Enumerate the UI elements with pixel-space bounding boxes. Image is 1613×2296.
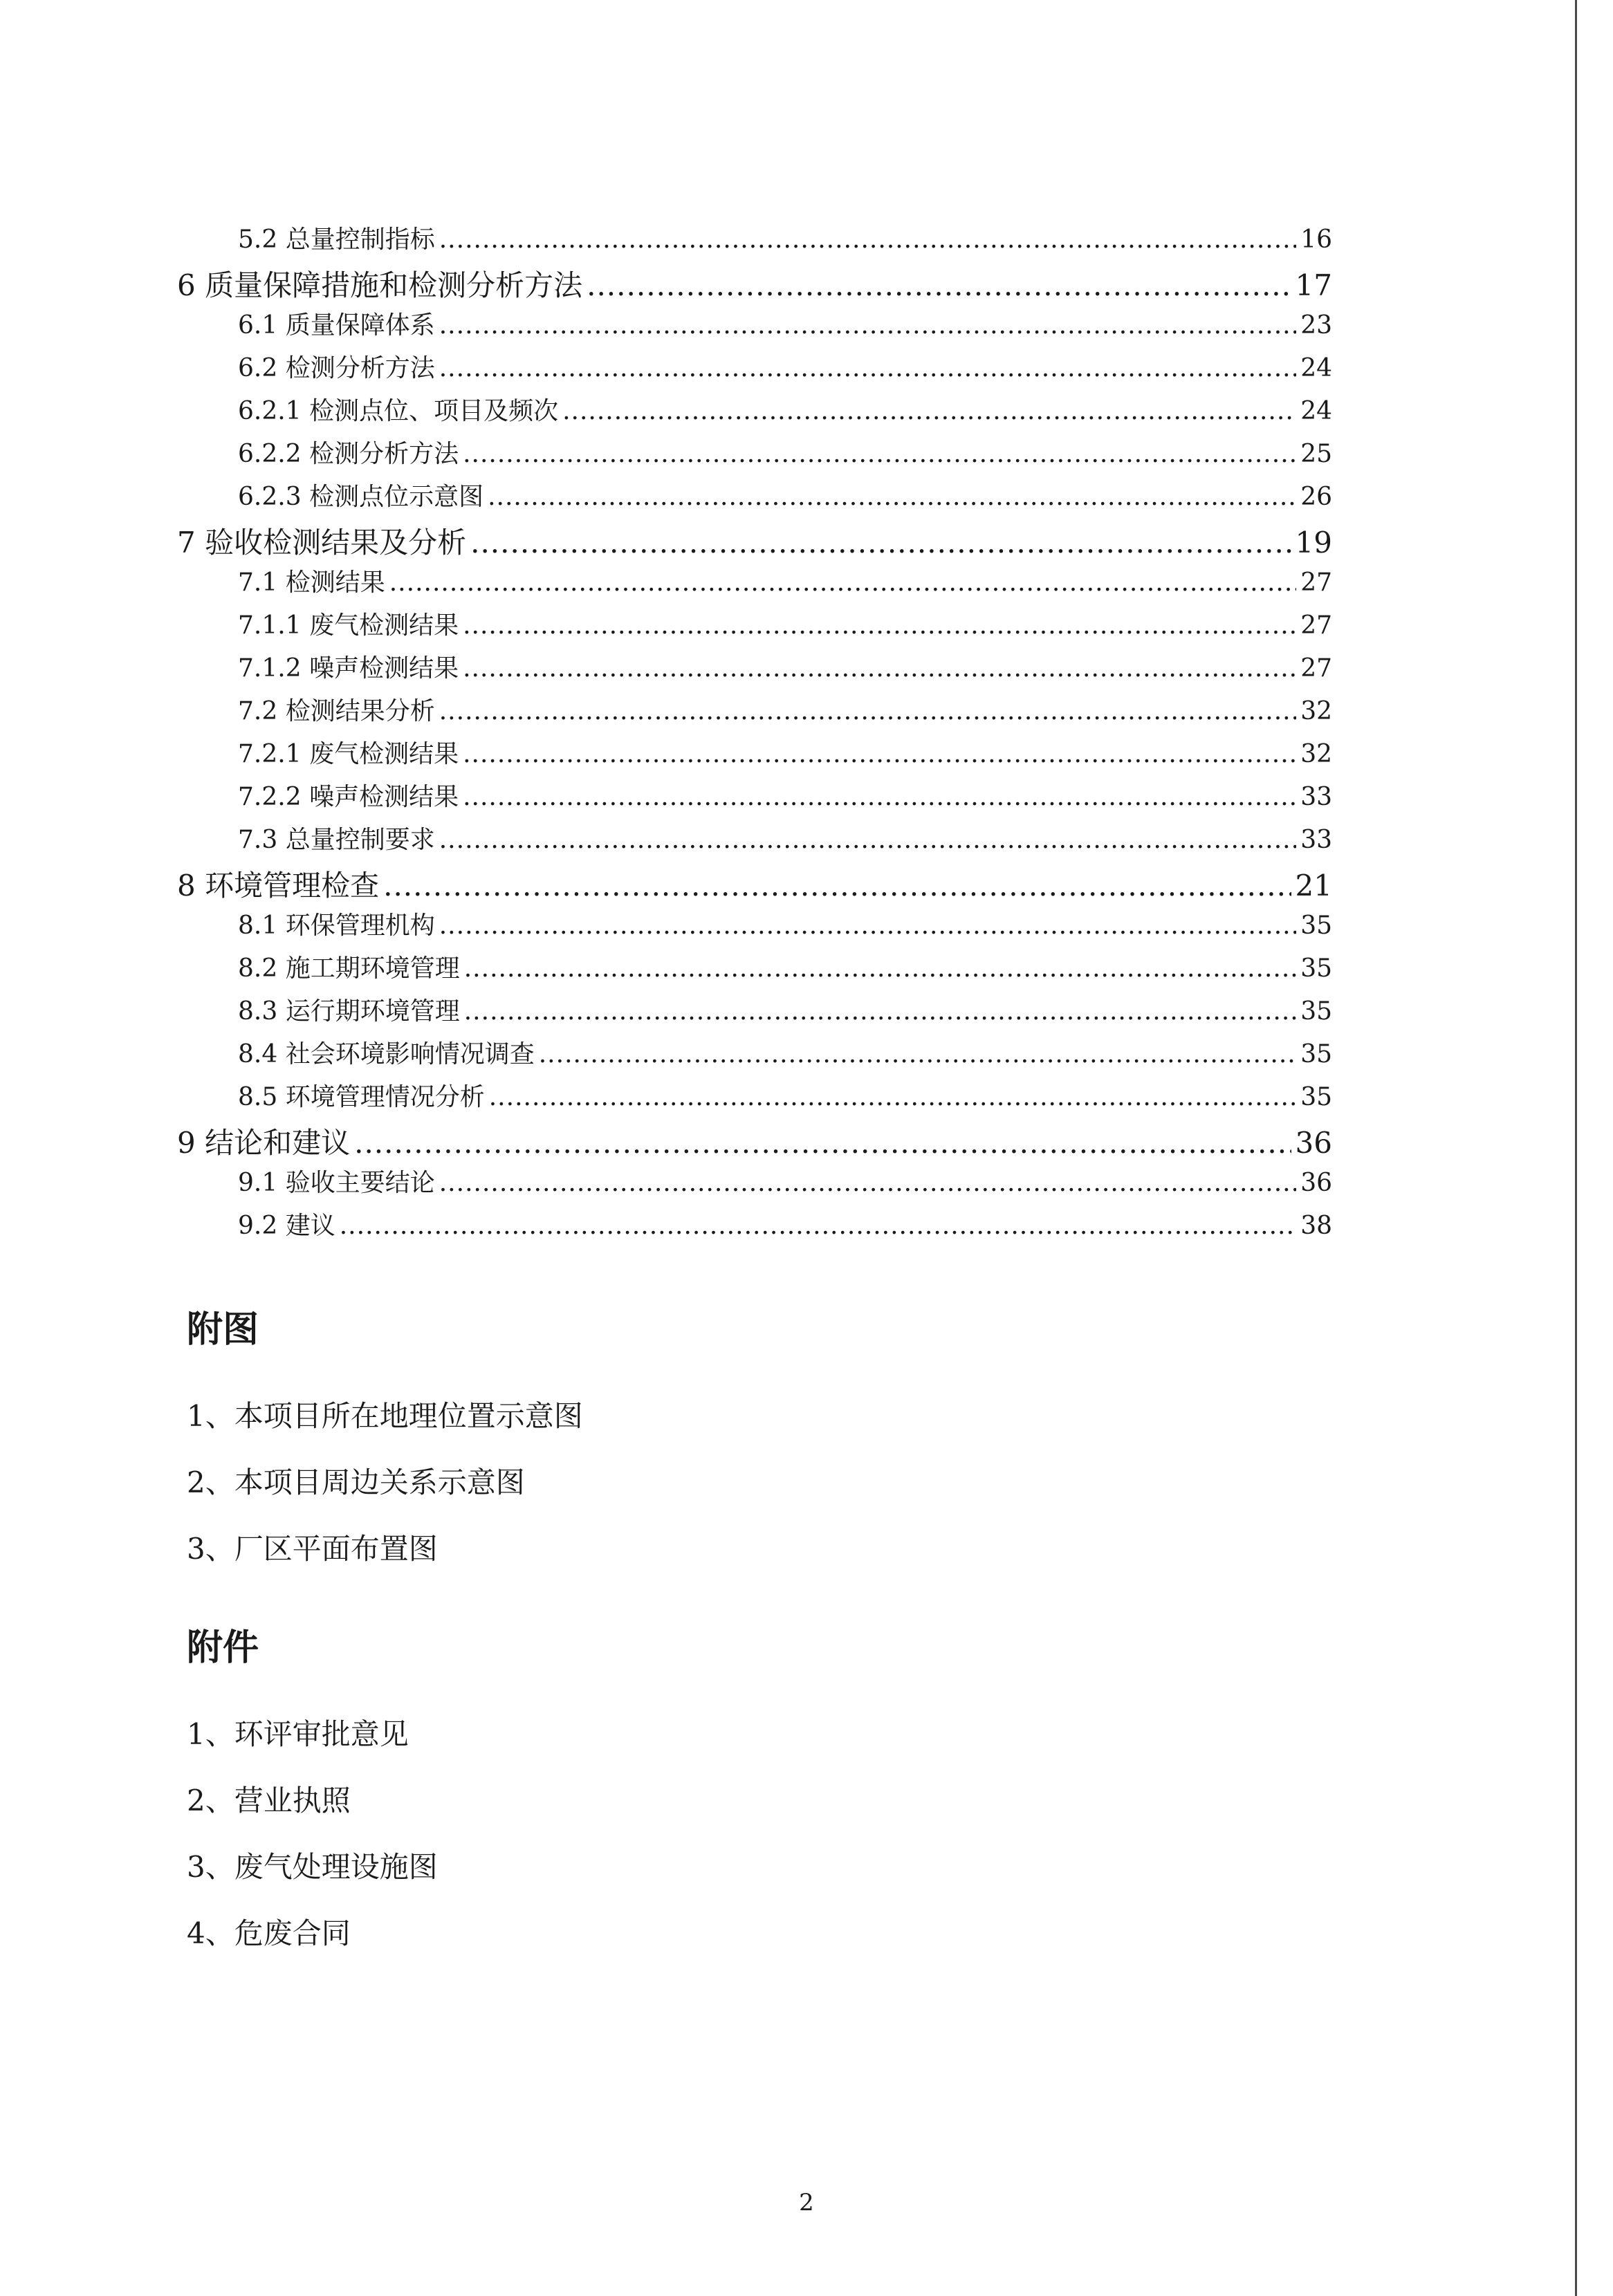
toc-entry-title [177, 520, 466, 562]
toc-entry-page: 32 [1300, 697, 1332, 725]
toc-entry-text: 验收检测结果及分析 [205, 526, 467, 559]
toc-entry-number: 7.1 [238, 568, 278, 597]
toc-entry-title [238, 734, 459, 770]
toc-entry [177, 992, 1332, 1035]
toc-entry [177, 692, 1332, 734]
toc-entry-title [238, 820, 435, 855]
toc-entry-number: 8.2 [238, 954, 278, 983]
toc-entry-number: 7 [177, 526, 196, 559]
toc-entry-text: 检测点位示意图 [309, 483, 484, 511]
toc-entry-number: 7.3 [238, 826, 278, 854]
toc-entry-number: 7.1.1 [238, 611, 302, 640]
figure-item: 3、厂区平面布置图 [187, 1532, 438, 1566]
toc-entry-title [238, 349, 435, 384]
toc-entry [177, 520, 1332, 563]
toc-entry-page: 35 [1300, 1040, 1332, 1068]
toc-entry-number: 8 [177, 869, 196, 902]
toc-entry-page: 21 [1295, 869, 1332, 902]
toc-entry-text: 运行期环境管理 [285, 997, 460, 1026]
toc-leader-dots [463, 654, 1296, 683]
toc-entry [177, 734, 1332, 777]
toc-leader-dots [439, 911, 1296, 940]
toc-entry-text: 总量控制要求 [285, 826, 435, 854]
toc-entry [177, 1206, 1332, 1249]
toc-entry-title [238, 306, 435, 341]
toc-entry-page: 16 [1300, 225, 1332, 254]
toc-entry-text: 环境管理情况分析 [285, 1083, 485, 1111]
toc-leader-dots [439, 697, 1296, 725]
toc-entry-text: 检测分析方法 [285, 354, 435, 382]
toc-entry-page: 35 [1300, 997, 1332, 1026]
toc-entry [177, 391, 1332, 434]
toc-entry-title [238, 906, 435, 941]
figures-section [187, 1300, 583, 1593]
toc-entry-page: 36 [1300, 1169, 1332, 1197]
table-of-contents [177, 220, 1332, 1249]
toc-leader-dots [463, 611, 1296, 640]
toc-entry-number: 7.2.1 [238, 740, 302, 768]
toc-entry-number: 8.4 [238, 1040, 278, 1068]
toc-leader-dots [439, 225, 1296, 254]
toc-leader-dots [470, 526, 1291, 559]
toc-entry-number: 6.1 [238, 311, 278, 340]
toc-leader-dots [562, 397, 1296, 425]
scan-page-edge [1575, 0, 1577, 2296]
toc-entry-number: 8.1 [238, 911, 278, 940]
toc-entry-title [177, 263, 582, 304]
toc-entry [177, 1163, 1332, 1206]
toc-leader-dots [463, 740, 1296, 768]
toc-entry-text: 检测结果 [285, 568, 385, 597]
toc-entry [177, 1120, 1332, 1163]
toc-leader-dots [587, 268, 1291, 302]
toc-entry-title [238, 220, 435, 255]
toc-entry [177, 434, 1332, 477]
toc-leader-dots [439, 1169, 1296, 1197]
toc-entry [177, 263, 1332, 306]
attachment-item: 3、废气处理设施图 [187, 1850, 438, 1884]
toc-entry-title [177, 1120, 350, 1162]
toc-entry [177, 606, 1332, 649]
toc-leader-dots [439, 826, 1296, 854]
toc-entry-text: 检测点位、项目及频次 [309, 397, 559, 425]
toc-entry-number: 6.2.2 [238, 440, 302, 468]
toc-entry-number: 5.2 [238, 225, 278, 254]
toc-entry-text: 废气检测结果 [309, 740, 459, 768]
toc-entry-text: 环保管理机构 [285, 911, 435, 940]
toc-entry-page: 27 [1300, 568, 1332, 597]
toc-entry [177, 949, 1332, 992]
toc-entry-text: 总量控制指标 [285, 225, 435, 254]
toc-entry-page: 32 [1300, 740, 1332, 768]
attachments-title: 附件 [187, 1627, 259, 1669]
toc-entry [177, 906, 1332, 949]
figure-item: 1、本项目所在地理位置示意图 [187, 1399, 583, 1433]
toc-entry-title [238, 777, 459, 813]
toc-entry [177, 1035, 1332, 1077]
toc-leader-dots [463, 783, 1296, 811]
toc-entry [177, 820, 1332, 863]
toc-entry-text: 检测分析方法 [309, 440, 459, 468]
toc-entry-page: 27 [1300, 654, 1332, 683]
attachment-item: 1、环评审批意见 [187, 1717, 409, 1751]
toc-entry-text: 建议 [285, 1212, 335, 1240]
toc-entry-title [238, 1163, 435, 1198]
toc-entry-title [238, 992, 460, 1027]
toc-entry-page: 26 [1300, 483, 1332, 511]
toc-entry-title [238, 434, 459, 470]
toc-leader-dots [464, 954, 1296, 983]
toc-entry-number: 7.2.2 [238, 783, 302, 811]
toc-entry-page: 35 [1300, 954, 1332, 983]
toc-entry-page: 33 [1300, 826, 1332, 854]
toc-leader-dots [464, 997, 1296, 1026]
toc-leader-dots [488, 483, 1296, 511]
toc-entry-text: 社会环境影响情况调查 [285, 1040, 535, 1068]
toc-entry [177, 477, 1332, 520]
toc-entry-text: 废气检测结果 [309, 611, 459, 640]
toc-entry-number: 6.2.1 [238, 397, 302, 425]
toc-leader-dots [340, 1212, 1296, 1240]
toc-entry-page: 24 [1300, 397, 1332, 425]
toc-entry-number: 8.5 [238, 1083, 278, 1111]
toc-entry-number: 6 [177, 268, 196, 302]
toc-entry-number: 8.3 [238, 997, 278, 1026]
toc-entry-title [238, 649, 459, 684]
toc-entry-page: 19 [1295, 526, 1332, 559]
toc-entry-title [238, 949, 460, 984]
toc-entry-title [177, 863, 379, 905]
toc-entry-text: 施工期环境管理 [285, 954, 460, 983]
toc-entry-text: 结论和建议 [205, 1126, 351, 1160]
toc-entry-page: 23 [1300, 311, 1332, 340]
figure-item: 2、本项目周边关系示意图 [187, 1465, 525, 1499]
attachment-item: 4、危废合同 [187, 1916, 351, 1950]
toc-entry [177, 863, 1332, 906]
toc-entry-number: 9 [177, 1126, 196, 1160]
page-number: 2 [799, 2189, 814, 2216]
toc-entry [177, 349, 1332, 391]
toc-entry-title [238, 563, 385, 598]
toc-entry-title [238, 606, 459, 641]
toc-entry-page: 24 [1300, 354, 1332, 382]
toc-entry [177, 1077, 1332, 1120]
toc-entry [177, 649, 1332, 692]
toc-entry-page: 25 [1300, 440, 1332, 468]
toc-entry-text: 环境管理检查 [205, 869, 380, 902]
toc-entry-title [238, 1077, 485, 1113]
toc-entry-text: 验收主要结论 [285, 1169, 435, 1197]
toc-entry-title [238, 391, 558, 427]
toc-entry-page: 17 [1295, 268, 1332, 302]
toc-entry-number: 9.2 [238, 1212, 278, 1240]
toc-entry-number: 7.1.2 [238, 654, 302, 683]
toc-entry-page: 38 [1300, 1212, 1332, 1240]
toc-entry [177, 220, 1332, 263]
toc-entry-title [238, 1206, 335, 1241]
toc-entry-text: 检测结果分析 [285, 697, 435, 725]
toc-entry-number: 6.2.3 [238, 483, 302, 511]
toc-entry [177, 777, 1332, 820]
toc-entry-number: 6.2 [238, 354, 278, 382]
toc-leader-dots [439, 354, 1296, 382]
toc-entry-page: 35 [1300, 911, 1332, 940]
toc-entry [177, 563, 1332, 606]
toc-entry-title [238, 477, 483, 512]
toc-entry-title [238, 1035, 535, 1070]
toc-entry-page: 33 [1300, 783, 1332, 811]
toc-entry-text: 质量保障措施和检测分析方法 [205, 268, 583, 302]
toc-entry-text: 噪声检测结果 [309, 654, 459, 683]
toc-entry-page: 27 [1300, 611, 1332, 640]
attachments-section [187, 1618, 438, 1977]
toc-leader-dots [539, 1040, 1296, 1068]
toc-entry-number: 7.2 [238, 697, 278, 725]
toc-leader-dots [463, 440, 1296, 468]
toc-entry-page: 35 [1300, 1083, 1332, 1111]
toc-entry [177, 306, 1332, 349]
toc-leader-dots [354, 1126, 1291, 1160]
toc-leader-dots [439, 311, 1296, 340]
toc-entry-text: 质量保障体系 [285, 311, 435, 340]
toc-entry-title [238, 692, 435, 727]
toc-entry-number: 9.1 [238, 1169, 278, 1197]
toc-leader-dots [389, 568, 1296, 597]
toc-leader-dots [489, 1083, 1296, 1111]
toc-entry-page: 36 [1295, 1126, 1332, 1160]
attachment-item: 2、营业执照 [187, 1784, 351, 1817]
toc-leader-dots [383, 869, 1291, 902]
toc-entry-text: 噪声检测结果 [309, 783, 459, 811]
figures-title: 附图 [187, 1309, 259, 1351]
